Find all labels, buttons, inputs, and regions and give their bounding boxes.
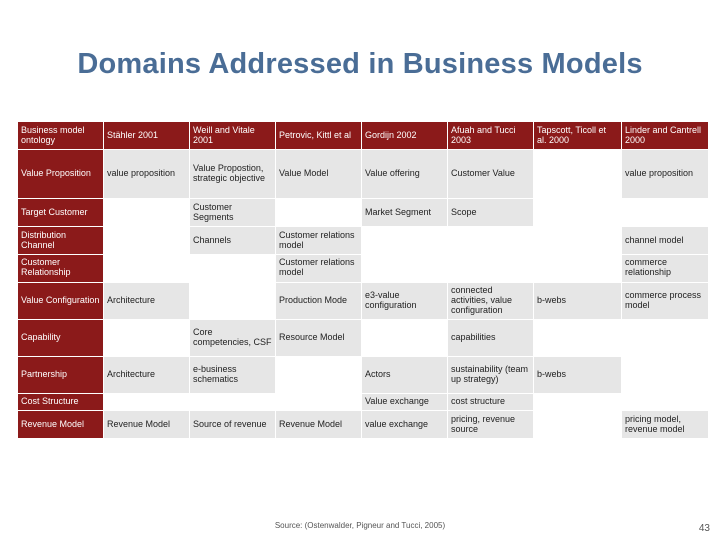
row-header-cell: Customer Relationship — [18, 254, 104, 282]
row-header-cell: Revenue Model — [18, 411, 104, 439]
table-cell: Customer Segments — [190, 199, 276, 227]
table-cell: Actors — [362, 356, 448, 393]
row-header-cell: Cost Structure — [18, 393, 104, 410]
table-cell — [362, 254, 448, 282]
table-cell: Revenue Model — [104, 411, 190, 439]
business-models-table — [17, 121, 709, 439]
table-cell — [104, 393, 190, 410]
table-body — [18, 150, 709, 439]
table-cell — [534, 411, 622, 439]
table-row — [18, 393, 709, 410]
table-cell — [534, 393, 622, 410]
table-cell: Revenue Model — [276, 411, 362, 439]
table-cell: e3-value configuration — [362, 282, 448, 319]
table-cell: pricing, revenue source — [448, 411, 534, 439]
row-header-cell: Capability — [18, 319, 104, 356]
table-cell: Production Mode — [276, 282, 362, 319]
table-cell — [104, 199, 190, 227]
table-row — [18, 150, 709, 199]
row-header-cell: Target Customer — [18, 199, 104, 227]
table-cell: value proposition — [104, 150, 190, 199]
table-cell — [448, 227, 534, 255]
header-cell: Linder and Cantrell 2000 — [622, 122, 709, 150]
table-cell — [534, 199, 622, 227]
table-cell — [534, 319, 622, 356]
table-cell — [622, 199, 709, 227]
source-citation: Source: (Ostenwalder, Pigneur and Tucci, 2005) — [274, 521, 446, 530]
table-cell: e-business schematics — [190, 356, 276, 393]
table-cell: Customer Value — [448, 150, 534, 199]
table-cell: Scope — [448, 199, 534, 227]
header-cell: Weill and Vitale 2001 — [190, 122, 276, 150]
table-cell: sustainability (team up strategy) — [448, 356, 534, 393]
table-cell — [276, 393, 362, 410]
table-cell — [534, 227, 622, 255]
table-cell — [104, 319, 190, 356]
header-cell: Stähler 2001 — [104, 122, 190, 150]
table-cell — [104, 254, 190, 282]
table-cell: value proposition — [622, 150, 709, 199]
table-cell: value exchange — [362, 411, 448, 439]
header-cell: Business model ontology — [18, 122, 104, 150]
table-cell: Value Propostion, strategic objective — [190, 150, 276, 199]
table-header-row — [18, 122, 709, 150]
table-cell: b-webs — [534, 282, 622, 319]
header-cell: Petrovic, Kittl et al — [276, 122, 362, 150]
row-header-cell: Value Proposition — [18, 150, 104, 199]
table-cell: connected activities, value configuration — [448, 282, 534, 319]
header-cell: Gordijn 2002 — [362, 122, 448, 150]
table-cell: Architecture — [104, 356, 190, 393]
table-cell — [534, 150, 622, 199]
table-cell: Architecture — [104, 282, 190, 319]
table-cell: Value exchange — [362, 393, 448, 410]
table-cell — [190, 393, 276, 410]
table-cell: Value Model — [276, 150, 362, 199]
table-cell: Market Segment — [362, 199, 448, 227]
table-cell — [448, 254, 534, 282]
table-cell — [362, 319, 448, 356]
table-cell — [190, 254, 276, 282]
table-cell: pricing model, revenue model — [622, 411, 709, 439]
row-header-cell: Distribution Channel — [18, 227, 104, 255]
table-row — [18, 254, 709, 282]
row-header-cell: Partnership — [18, 356, 104, 393]
table-cell: Source of revenue — [190, 411, 276, 439]
table-cell — [104, 227, 190, 255]
table-cell: channel model — [622, 227, 709, 255]
table-cell — [622, 393, 709, 410]
table-cell — [622, 319, 709, 356]
table-row — [18, 227, 709, 255]
table-cell: Customer relations model — [276, 227, 362, 255]
header-cell: Afuah and Tucci 2003 — [448, 122, 534, 150]
table-cell: Channels — [190, 227, 276, 255]
table-cell: Customer relations model — [276, 254, 362, 282]
table-cell: Value offering — [362, 150, 448, 199]
table-cell: commerce process model — [622, 282, 709, 319]
table-cell: b-webs — [534, 356, 622, 393]
table-row — [18, 282, 709, 319]
table-cell: commerce relationship — [622, 254, 709, 282]
table-cell: Resource Model — [276, 319, 362, 356]
table-cell — [276, 199, 362, 227]
table-cell — [276, 356, 362, 393]
table-row — [18, 356, 709, 393]
table-cell — [362, 227, 448, 255]
slide-title: Domains Addressed in Business Models — [77, 48, 643, 80]
table-cell: Core competencies, CSF — [190, 319, 276, 356]
table-cell: cost structure — [448, 393, 534, 410]
header-cell: Tapscott, Ticoll et al. 2000 — [534, 122, 622, 150]
row-header-cell: Value Configuration — [18, 282, 104, 319]
table-cell — [622, 356, 709, 393]
page-number: 43 — [698, 523, 710, 534]
table-cell — [190, 282, 276, 319]
table-row — [18, 199, 709, 227]
table-cell — [534, 254, 622, 282]
table-cell: capabilities — [448, 319, 534, 356]
table-row — [18, 411, 709, 439]
table-row — [18, 319, 709, 356]
